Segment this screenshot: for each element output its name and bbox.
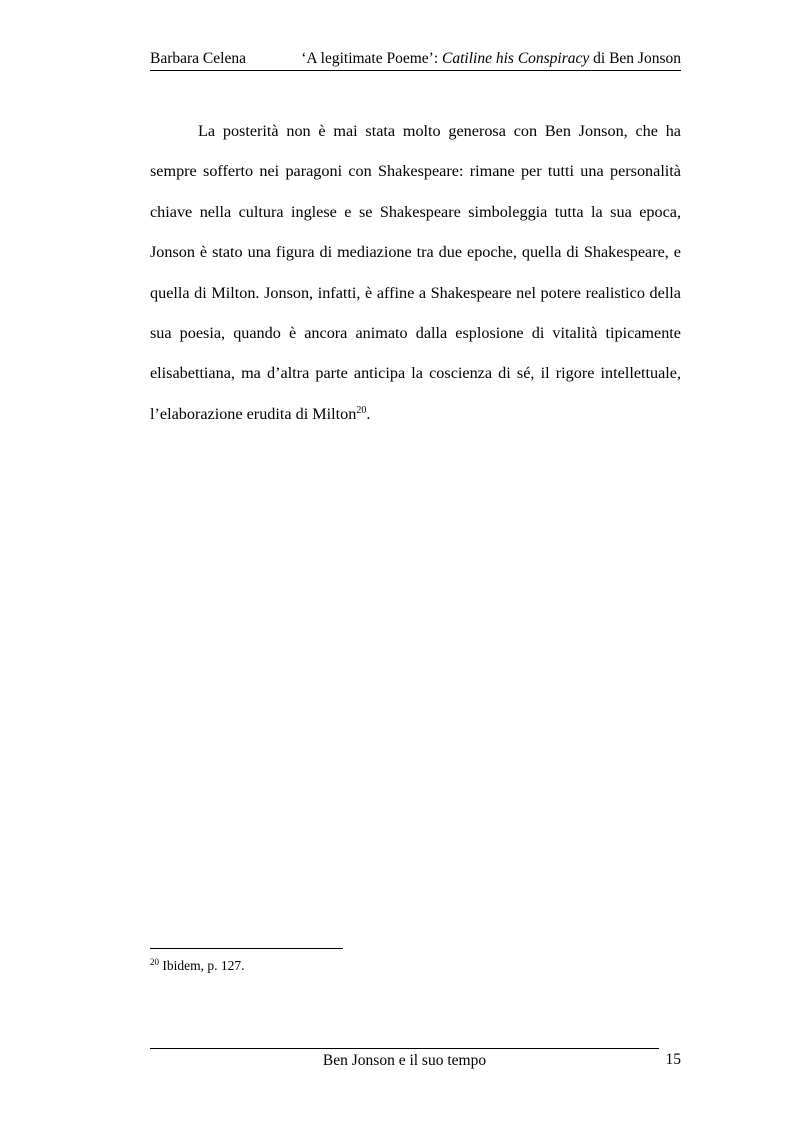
paragraph-text: La posterità non è mai stata molto generosa con Ben Jonson, che ha sempre sofferto nei paragoni con Shakespeare: rimane per tutti una personalità chiave nella cultura inglese e se Shakespeare simboleggia tutta la sua epoca, Jonson è stato una figura di mediazione tra due epoche, quella di Shakespeare, e quella di Milton. Jonson, infatti, è affine a Shakespeare nel potere realistico della sua poesia, quando è ancora animato dalla esplosione di vitalità tipicamente elisabettiana, ma d’altra parte anticipa la coscienza di sé, il rigore intellettuale, l’elaborazione erudita di Milton [150, 122, 681, 423]
paragraph-end: . [366, 404, 371, 423]
footer-rule [150, 1048, 659, 1049]
footnote-reference: 20 [356, 404, 367, 416]
header-title-pre: ‘A legitimate Poeme’: [301, 50, 443, 67]
header-title-italic: Catiline his Conspiracy [442, 50, 590, 67]
page-number: 15 [665, 1051, 681, 1068]
body-paragraph [150, 111, 681, 434]
running-footer: Ben Jonson e il suo tempo [322, 1052, 487, 1069]
footnote-number: 20 [150, 957, 159, 967]
footnote [150, 957, 245, 975]
footnote-separator [150, 948, 343, 949]
header-title-post: di Ben Jonson [589, 50, 681, 67]
running-header [150, 48, 681, 71]
header-title [301, 49, 681, 69]
header-author: Barbara Celena [150, 50, 246, 67]
footnote-text: Ibidem, p. 127. [159, 958, 245, 973]
